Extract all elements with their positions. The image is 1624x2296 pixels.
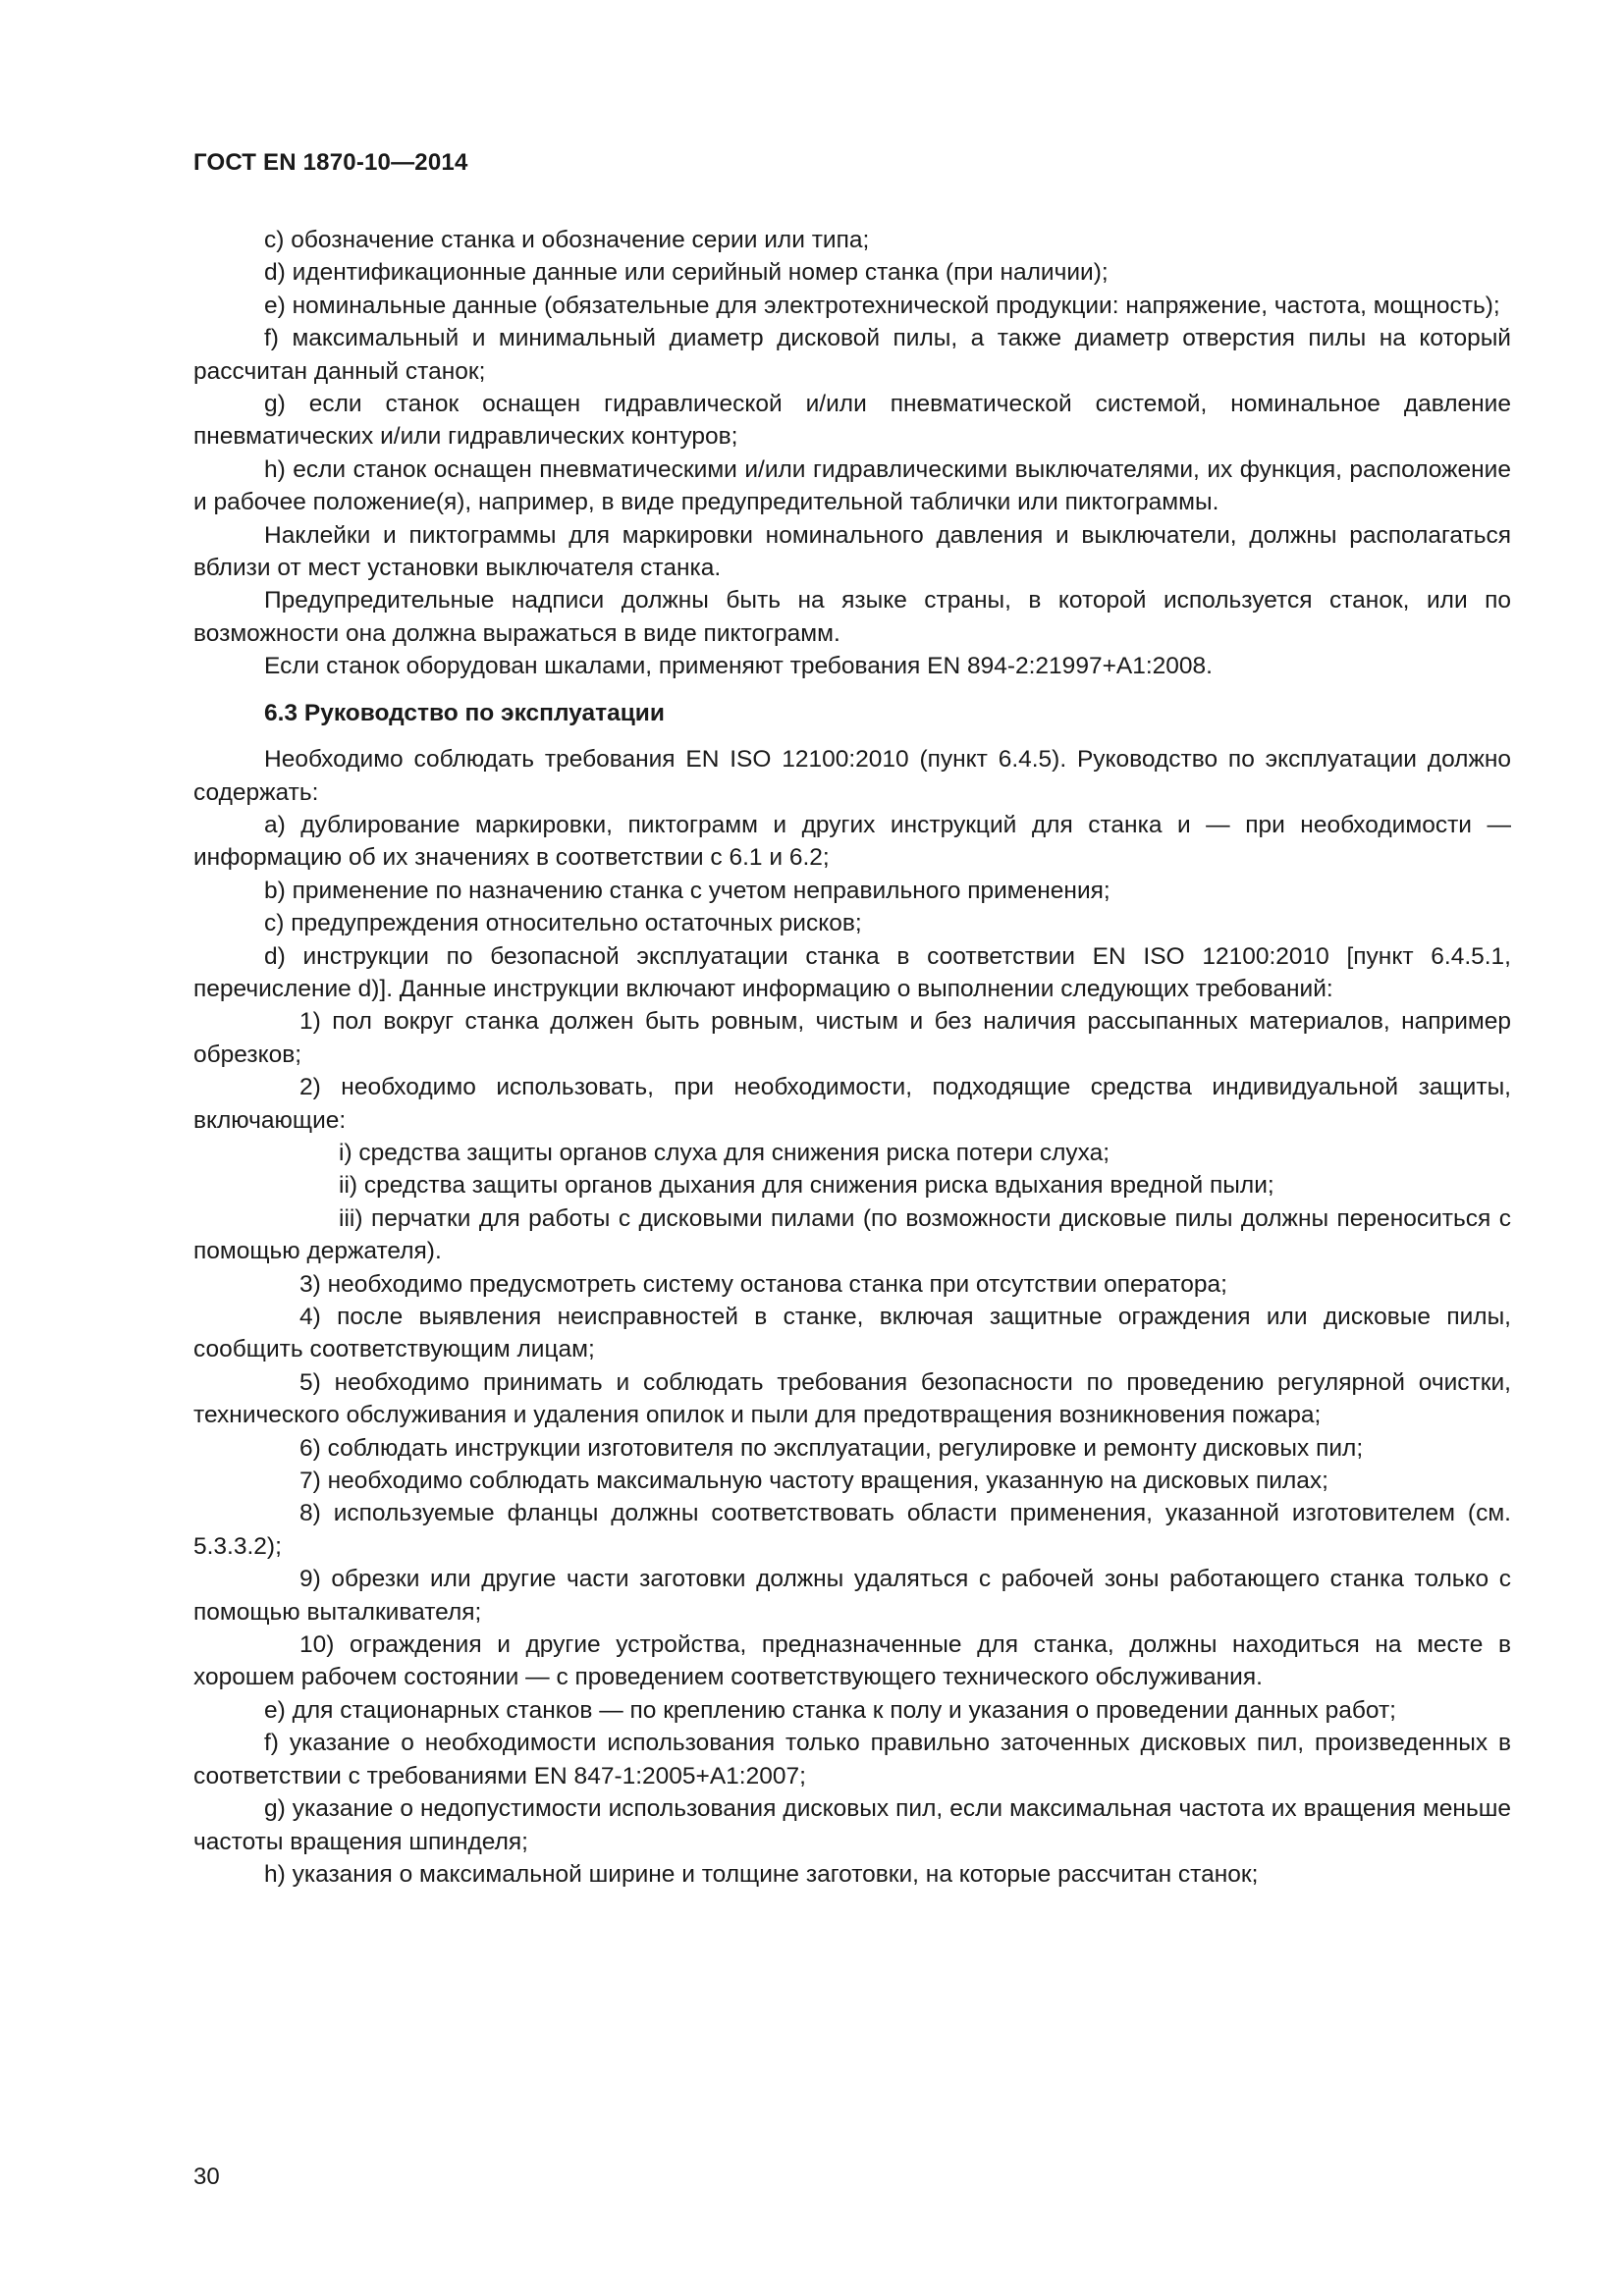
page-number: 30	[193, 2163, 220, 2190]
list-item: d) инструкции по безопасной эксплуатации станка в соответствии EN ISO 12100:2010 [пункт 6.4.5.1, перечисление d)]. Данные инструкции включают информацию о выполнении следующих требований:	[193, 942, 1511, 1002]
list-item: e) для стационарных станков — по креплению станка к полу и указания о проведении данных работ;	[264, 1696, 1396, 1724]
list-item: a) дублирование маркировки, пиктограмм и других инструкций для станка и — при необходимости — информацию об их значениях в соответствии с 6.1 и 6.2;	[193, 811, 1511, 872]
sub-list-item: 7) необходимо соблюдать максимальную частоту вращения, указанную на дисковых пилах;	[299, 1468, 1328, 1495]
list-item: c) предупреждения относительно остаточных рисков;	[264, 910, 862, 937]
paragraph: Если станок оборудован шкалами, применяют требования EN 894-2:21997+A1:2008.	[264, 653, 1213, 680]
sub-list-item: 2) необходимо использовать, при необходимости, подходящие средства индивидуальной защиты, включающие:	[193, 1074, 1511, 1134]
paragraph: Наклейки и пиктограммы для маркировки номинального давления и выключатели, должны располагаться вблизи от мест установки выключателя станка.	[193, 521, 1511, 582]
paragraph: g) если станок оснащен гидравлической и/или пневматической системой, номинальное давление пневматических и/или гидравлических контуров;	[193, 391, 1511, 451]
sub-list-item: 3) необходимо предусмотреть систему останова станка при отсутствии оператора;	[299, 1270, 1227, 1298]
paragraph: e) номинальные данные (обязательные для электротехнической продукции: напряжение, частота, мощность);	[264, 292, 1500, 319]
sub-list-item: 4) после выявления неисправностей в станке, включая защитные ограждения или дисковые пилы, сообщить соответствующим лицам;	[193, 1304, 1511, 1363]
list-item: b) применение по назначению станка с учетом неправильного применения;	[264, 877, 1110, 904]
page-content	[193, 224, 1511, 1891]
sub-sub-list-item: i) средства защиты органов слуха для снижения риска потери слуха;	[339, 1139, 1110, 1166]
list-item: h) указания о максимальной ширине и толщине заготовки, на которые рассчитан станок;	[264, 1860, 1259, 1888]
sub-list-item: 6) соблюдать инструкции изготовителя по эксплуатации, регулировке и ремонту дисковых пил;	[299, 1434, 1364, 1462]
paragraph: h) если станок оснащен пневматическими и/или гидравлическими выключателями, их функция, расположение и рабочее положение(я), например, в виде предупредительной таблички или пиктограммы.	[193, 455, 1511, 516]
sub-list-item: 8) используемые фланцы должны соответствовать области применения, указанной изготовителем (см. 5.3.3.2);	[193, 1500, 1511, 1560]
paragraph: Необходимо соблюдать требования EN ISO 12100:2010 (пункт 6.4.5). Руководство по эксплуатации должно содержать:	[193, 746, 1511, 806]
list-item: g) указание о недопустимости использования дисковых пил, если максимальная частота их вращения меньше частоты вращения шпинделя;	[193, 1795, 1511, 1855]
paragraph: Предупредительные надписи должны быть на языке страны, в которой используется станок, или по возможности она должна выражаться в виде пиктограмм.	[193, 587, 1511, 647]
sub-sub-list-item: iii) перчатки для работы с дисковыми пилами (по возможности дисковые пилы должны переноситься с помощью держателя).	[193, 1204, 1511, 1265]
paragraph: c) обозначение станка и обозначение серии или типа;	[264, 227, 870, 253]
list-item: f) указание о необходимости использования только правильно заточенных дисковых пил, произведенных в соответствии с требованиями EN 847-1:2005+A1:2007;	[193, 1730, 1511, 1789]
marking-list	[193, 224, 1511, 683]
paragraph: f) максимальный и минимальный диаметр дисковой пилы, а также диаметр отверстия пилы на который рассчитан данный станок;	[193, 325, 1511, 385]
section-title: 6.3 Руководство по эксплуатации	[264, 699, 665, 726]
sub-sub-list-item: ii) средства защиты органов дыхания для снижения риска вдыхания вредной пыли;	[339, 1172, 1274, 1200]
sub-list-item: 9) обрезки или другие части заготовки должны удаляться с рабочей зоны работающего станка только с помощью выталкивателя;	[193, 1566, 1511, 1626]
manual-list	[193, 743, 1511, 1891]
sub-list-item: 10) ограждения и другие устройства, предназначенные для станка, должны находиться на месте в хорошем рабочем состоянии — с проведением соответствующего технического обслуживания.	[193, 1631, 1511, 1691]
sub-list-item: 1) пол вокруг станка должен быть ровным, чистым и без наличия рассыпанных материалов, например обрезков;	[193, 1008, 1511, 1068]
paragraph: d) идентификационные данные или серийный номер станка (при наличии);	[264, 259, 1109, 287]
sub-list-item: 5) необходимо принимать и соблюдать требования безопасности по проведению регулярной очистки, технического обслуживания и удаления опилок и пыли для предотвращения возникновения пожара;	[193, 1368, 1511, 1429]
document-header: ГОСТ EN 1870-10—2014	[193, 149, 468, 176]
